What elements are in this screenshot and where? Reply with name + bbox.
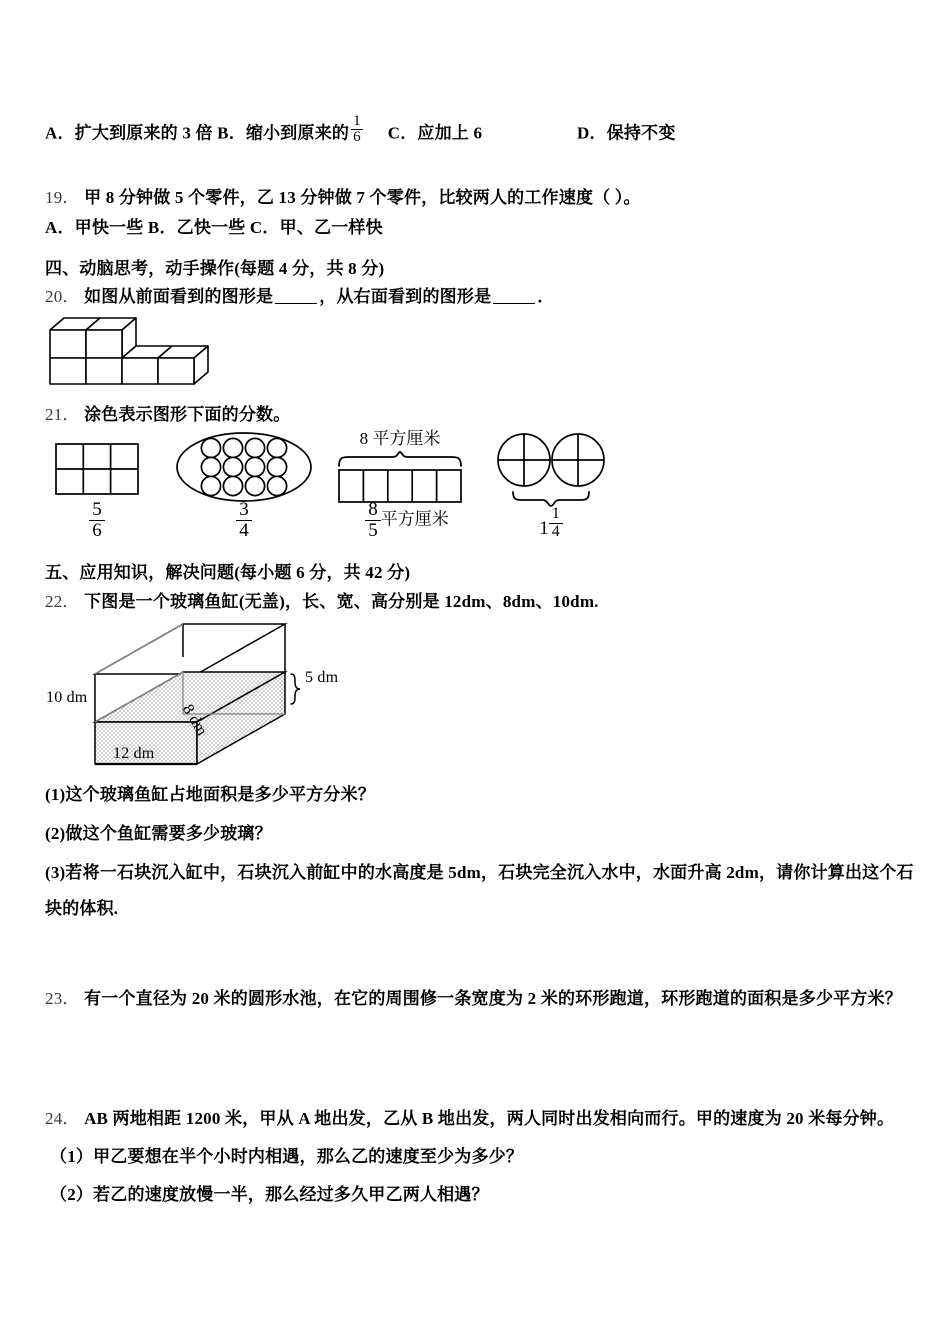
q20-answer-blank-front[interactable] <box>275 287 317 304</box>
q22-stem: 下图是一个玻璃鱼缸(无盖)，长、宽、高分别是 12dm、8dm、10dm. <box>84 592 599 611</box>
q23-stem: 有一个直径为 20 米的圆形水池，在它的周围修一条宽度为 2 米的环形跑道，环形跑道的面积是多少平方米？ <box>84 989 902 1008</box>
tank-label-bottom: 12 dm <box>113 745 155 762</box>
fraction-numerator: 1 <box>353 112 361 129</box>
q24-stem-line <box>45 1107 894 1132</box>
q23-stem-line <box>45 987 902 1012</box>
strip-top-label: 8 平方厘米 <box>359 429 441 448</box>
section-5-heading: 五、应用知识，解决问题(每小题 6 分，共 42 分) <box>45 563 411 582</box>
q24-number: 24． <box>45 1109 80 1128</box>
q22-sub-question-1: (1)这个玻璃鱼缸占地面积是多少平方分米？ <box>45 785 376 804</box>
q18-option-b-text: 缩小到原来的 <box>245 123 350 143</box>
q22-sub-question-2: (2)做这个鱼缸需要多少玻璃？ <box>45 824 272 843</box>
fraction-numerator: 8 <box>365 500 381 521</box>
cube-stack-figure <box>46 312 226 384</box>
fraction-one-sixth <box>351 114 363 145</box>
cube-front-face <box>158 358 194 384</box>
q18-option-c-label: C <box>387 123 401 143</box>
cube-front-face <box>122 358 158 384</box>
mixed-fraction-part <box>549 506 563 541</box>
q24-sub-question-2: （2）若乙的速度放慢一半，那么经过多久甲乙两人相遇？ <box>50 1185 489 1204</box>
fraction-five-sixths <box>89 500 105 541</box>
q22-stem-line <box>45 590 599 615</box>
mixed-number-one-and-one-quarter <box>539 506 563 541</box>
q21-stem: 涂色表示图形下面的分数。 <box>84 405 291 424</box>
mixed-whole-part: 1 <box>539 518 549 540</box>
q20-stem-part3: ． <box>537 287 555 306</box>
q20-stem-line <box>45 285 554 310</box>
q18-option-d-text: 保持不变 <box>606 123 676 143</box>
q20-stem-part1: 如图从前面看到的图形是 <box>84 287 274 306</box>
fraction-numerator: 3 <box>236 500 252 521</box>
tank-open-top <box>95 624 285 674</box>
q23-number: 23． <box>45 989 80 1008</box>
q19-number: 19． <box>45 188 80 207</box>
cube-front-face <box>86 330 122 358</box>
q18-option-d-label: D <box>577 123 590 143</box>
ellipse-circles-figure <box>175 431 313 503</box>
tank-label-left: 10 dm <box>46 689 88 706</box>
rect-grid-fraction <box>55 500 139 541</box>
braced-strip-figure <box>337 450 463 504</box>
fraction-denominator: 6 <box>353 128 361 145</box>
fraction-denominator: 5 <box>368 519 378 541</box>
q18-option-c-text: 应加上 6 <box>417 123 483 143</box>
fraction-numerator: 5 <box>89 500 105 521</box>
top-brace <box>339 452 461 466</box>
q18-options-line: A．扩大到原来的 3 倍 B．缩小到原来的 $\frac{1}{6}$ C．应加上 6 D．保持不变 <box>45 112 676 145</box>
ellipse-outline <box>177 433 311 501</box>
cube-front-face <box>86 358 122 384</box>
fraction-three-quarters <box>236 500 252 541</box>
q18-option-a-label: A <box>45 123 58 143</box>
rect-grid-figure <box>55 443 139 495</box>
q20-answer-blank-right[interactable] <box>493 287 535 304</box>
two-quartered-circles-figure <box>495 432 607 512</box>
bottom-brace <box>513 492 589 506</box>
strip-bottom-label <box>332 500 482 541</box>
q22-sub-question-3-line1: (3)若将一石块沉入缸中，石块沉入前缸中的水高度是 5dm，石块完全沉入水中，水面升高 2dm，请你计算出这个石 <box>45 863 914 882</box>
fraction-denominator: 4 <box>551 522 560 540</box>
section-4-heading: 四、动脑思考，动手操作(每题 4 分，共 8 分) <box>45 259 385 278</box>
q21-number: 21． <box>45 405 80 424</box>
q22-number: 22． <box>45 592 80 611</box>
two-circles-caption <box>495 506 607 541</box>
tank-label-depth: 8 dm <box>178 701 211 739</box>
q19-stem: 甲 8 分钟做 5 个零件，乙 13 分钟做 7 个零件，比较两人的工作速度（ ）。 <box>84 188 641 207</box>
strip-bottom-unit: 平方厘米 <box>380 509 449 529</box>
cube-front-face <box>50 358 86 384</box>
q19-stem-line <box>45 186 641 211</box>
height-brace <box>291 674 300 704</box>
q22-sub-question-3-line2: 块的体积. <box>45 899 119 918</box>
cube-front-face <box>50 330 86 358</box>
ellipse-circles-fraction <box>175 500 313 541</box>
strip-outline <box>339 470 461 502</box>
q19-options: A．甲快一些 B．乙快一些 C．甲、乙一样快 <box>45 218 383 237</box>
fraction-denominator: 6 <box>92 519 102 541</box>
fraction-denominator: 4 <box>239 519 249 541</box>
q21-stem-line <box>45 403 290 428</box>
fraction-eight-fifths <box>365 500 381 541</box>
tank-label-right: 5 dm <box>305 669 339 686</box>
q18-option-a-text: 扩大到原来的 3 倍 <box>74 123 213 143</box>
fraction-numerator: 1 <box>549 506 563 524</box>
q20-stem-part2: ，从右面看到的图形是 <box>319 287 492 306</box>
q24-sub-question-1: （1）甲乙要想在半个小时内相遇，那么乙的速度至少为多少？ <box>50 1147 524 1166</box>
q20-number: 20． <box>45 287 80 306</box>
q24-stem: AB 两地相距 1200 米，甲从 A 地出发，乙从 B 地出发，两人同时出发相向而行。甲的速度为 20 米每分钟。 <box>84 1109 895 1128</box>
q18-option-b-label: B <box>217 123 229 143</box>
